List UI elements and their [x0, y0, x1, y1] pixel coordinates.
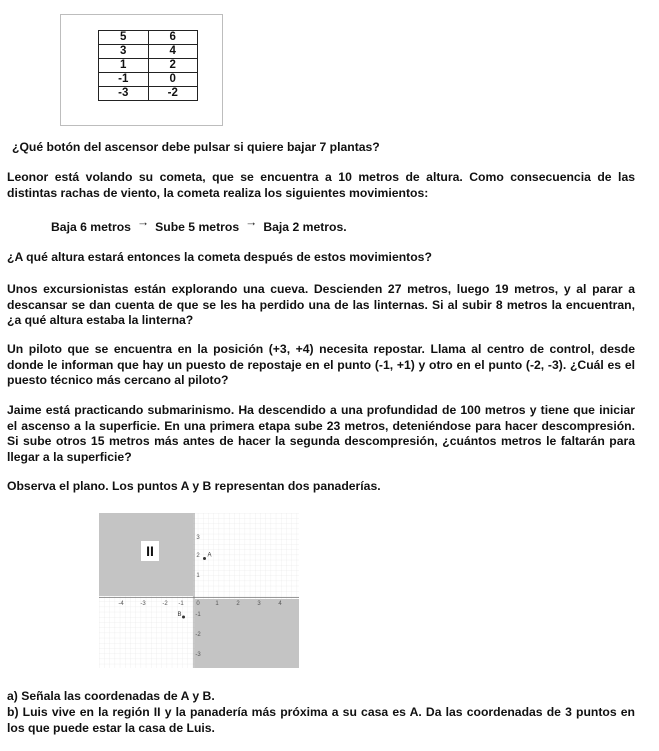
x-tick-label: -4 [118, 601, 124, 607]
x-tick-label: 3 [257, 601, 261, 607]
x-tick-label: -2 [162, 601, 168, 607]
part-b: b) Luis vive en la región II y la panadería más próxima a su casa es A. Da las coordenadas de 3 puntos en los que puede estar la casa de Luis. [7, 705, 635, 735]
table-row [99, 73, 198, 87]
move-2: Sube 5 metros [155, 220, 240, 234]
question-diver: Jaime está practicando submarinismo. Ha descendido a una profundidad de 100 metros y tiene que iniciar el ascenso a la superficie. En una primera etapa sube 23 metros, deteniéndose para hacer descompresión. Si sube otros 15 metros más antes de hacer la segunda descompresión, ¿cuántos metros le faltarán para llegar a la superficie? [7, 403, 635, 464]
x-tick-label: 4 [278, 601, 282, 607]
question-plane-intro: Observa el plano. Los puntos A y B representan dos panaderías. [7, 479, 381, 493]
table-cell: 5 [99, 31, 149, 45]
arrow-right-icon: → [245, 215, 258, 229]
table-cell: 0 [148, 73, 198, 87]
elevator-buttons-table [98, 30, 198, 101]
kite-movements [51, 215, 347, 235]
table-cell: -1 [99, 73, 149, 87]
table-cell: -3 [99, 87, 149, 101]
table-row [99, 59, 198, 73]
y-tick-label: 3 [196, 535, 200, 541]
y-tick-label: -3 [195, 652, 201, 658]
table-row [99, 31, 198, 45]
arrow-right-icon: → [136, 215, 150, 229]
point-a [203, 557, 206, 560]
question-kite: ¿A qué altura estará entonces la cometa después de estos movimientos? [7, 250, 432, 264]
move-3: Baja 2 metros. [263, 220, 347, 234]
coordinate-plane [99, 513, 299, 668]
x-tick-label: -1 [178, 601, 184, 607]
x-tick-label: 0 [196, 601, 200, 607]
region-iv-shade [195, 599, 299, 668]
y-tick-label: 2 [196, 553, 200, 559]
part-a: a) Señala las coordenadas de A y B. [7, 689, 215, 703]
question-kite-intro: Leonor está volando su cometa, que se encuentra a 10 metros de altura. Como consecuencia de las distintas rachas de viento, la cometa realiza los siguientes movimientos: [7, 170, 635, 200]
point-a-label: A [207, 552, 212, 559]
question-cave: Unos excursionistas están explorando una cueva. Descienden 27 metros, luego 19 metros, y al parar a descansar se dan cuenta de que se les ha perdido una de las linternas. Si al subir 8 metros la encuentran, ¿a qué altura estaba la linterna? [7, 282, 635, 327]
table-cell: 4 [148, 45, 198, 59]
point-b [182, 616, 185, 619]
table-row [99, 87, 198, 101]
table-cell: 6 [148, 31, 198, 45]
table-cell: -2 [148, 87, 198, 101]
question-elevator: ¿Qué botón del ascensor debe pulsar si quiere bajar 7 plantas? [12, 140, 380, 154]
y-tick-label: -2 [195, 632, 201, 638]
table-cell: 3 [99, 45, 149, 59]
y-tick-label: 1 [196, 573, 200, 579]
move-1: Baja 6 metros [51, 220, 131, 234]
x-tick-label: 2 [236, 601, 240, 607]
x-tick-label: 1 [215, 601, 219, 607]
point-b-label: B [177, 612, 182, 618]
question-pilot: Un piloto que se encuentra en la posición (+3, +4) necesita repostar. Llama al centro de control, desde donde le informan que hay un puesto de repostaje en el punto (-1, +1) y otro en el punto (-2, -3). ¿Cuál es el puesto técnico más cercano al piloto? [7, 342, 635, 387]
region-label: II [146, 543, 154, 559]
table-cell: 2 [148, 59, 198, 73]
x-tick-label: -3 [140, 601, 146, 607]
y-tick-label: -1 [195, 612, 201, 618]
table-row [99, 45, 198, 59]
table-cell: 1 [99, 59, 149, 73]
